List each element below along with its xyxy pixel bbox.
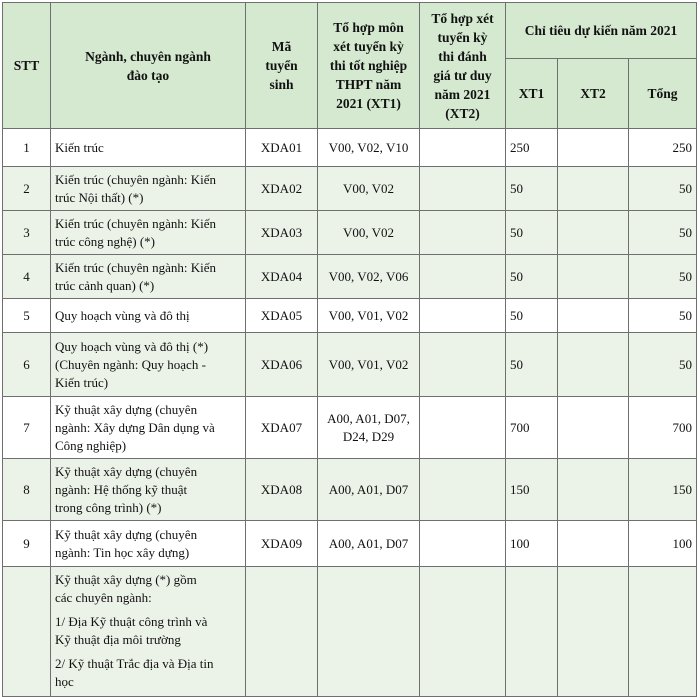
row-stt: 7 xyxy=(3,397,51,459)
row-total: 700 xyxy=(629,397,697,459)
header-stt: STT xyxy=(3,3,51,129)
row-code: XDA04 xyxy=(246,255,318,299)
row-combo2 xyxy=(420,211,506,255)
row-xt2 xyxy=(558,333,629,397)
row-total: 100 xyxy=(629,521,697,567)
row-combo2 xyxy=(420,567,506,697)
row-xt2 xyxy=(558,129,629,167)
header-quota: Chỉ tiêu dự kiến năm 2021 xyxy=(506,3,697,59)
row-xt2 xyxy=(558,521,629,567)
row-code: XDA06 xyxy=(246,333,318,397)
row-xt1: 50 xyxy=(506,211,558,255)
table-row xyxy=(3,521,697,567)
table-row xyxy=(3,255,697,299)
row-combo2 xyxy=(420,459,506,521)
header-xt2: XT2 xyxy=(558,59,629,129)
row-code: XDA01 xyxy=(246,129,318,167)
row-total xyxy=(629,567,697,697)
row-xt1 xyxy=(506,567,558,697)
header-combo-xt1: Tổ hợp môn xét tuyển kỳ thi tốt nghiệp THPT năm 2021 (XT1) xyxy=(318,3,420,129)
row-total: 50 xyxy=(629,167,697,211)
table-row-notes xyxy=(3,567,697,697)
row-xt1: 50 xyxy=(506,167,558,211)
row-stt: 8 xyxy=(3,459,51,521)
row-stt: 5 xyxy=(3,299,51,333)
table-row xyxy=(3,459,697,521)
row-stt: 3 xyxy=(3,211,51,255)
row-combo1: V00, V01, V02 xyxy=(318,333,420,397)
row-stt: 1 xyxy=(3,129,51,167)
row-combo1: V00, V02 xyxy=(318,211,420,255)
row-xt1: 50 xyxy=(506,299,558,333)
table-row xyxy=(3,211,697,255)
row-total: 50 xyxy=(629,299,697,333)
row-total: 250 xyxy=(629,129,697,167)
row-xt1: 100 xyxy=(506,521,558,567)
row-major: Kiến trúc xyxy=(51,129,246,167)
row-stt: 9 xyxy=(3,521,51,567)
row-total: 50 xyxy=(629,333,697,397)
row-combo1: A00, A01, D07 xyxy=(318,459,420,521)
row-combo2 xyxy=(420,397,506,459)
row-xt2 xyxy=(558,567,629,697)
row-code xyxy=(246,567,318,697)
row-combo1: V00, V01, V02 xyxy=(318,299,420,333)
admission-quota-table xyxy=(2,2,697,697)
row-combo1 xyxy=(318,567,420,697)
header-total: Tổng xyxy=(629,59,697,129)
row-combo2 xyxy=(420,129,506,167)
row-stt: 2 xyxy=(3,167,51,211)
row-xt2 xyxy=(558,255,629,299)
note-item-1: 1/ Địa Kỹ thuật công trình và Kỹ thuật địa môi trường xyxy=(55,614,208,647)
table-row xyxy=(3,397,697,459)
table-row xyxy=(3,167,697,211)
row-code: XDA03 xyxy=(246,211,318,255)
row-xt1: 50 xyxy=(506,255,558,299)
row-combo2 xyxy=(420,299,506,333)
row-major: Kỹ thuật xây dựng (chuyên ngành: Tin học xây dựng) xyxy=(51,521,246,567)
row-combo2 xyxy=(420,167,506,211)
row-combo1: V00, V02, V06 xyxy=(318,255,420,299)
row-combo2 xyxy=(420,333,506,397)
row-major: Quy hoạch vùng và đô thị (*) (Chuyên ngành: Quy hoạch - Kiến trúc) xyxy=(51,333,246,397)
header-code: Mã tuyển sinh xyxy=(246,3,318,129)
row-code: XDA07 xyxy=(246,397,318,459)
note-intro: Kỹ thuật xây dựng (*) gồm các chuyên ngành: xyxy=(55,572,197,605)
row-total: 50 xyxy=(629,211,697,255)
row-code: XDA02 xyxy=(246,167,318,211)
row-major: Kiến trúc (chuyên ngành: Kiến trúc công nghệ) (*) xyxy=(51,211,246,255)
row-code: XDA09 xyxy=(246,521,318,567)
row-xt1: 150 xyxy=(506,459,558,521)
row-combo2 xyxy=(420,521,506,567)
row-major: Kiến trúc (chuyên ngành: Kiến trúc cảnh quan) (*) xyxy=(51,255,246,299)
row-stt xyxy=(3,567,51,697)
row-xt1: 50 xyxy=(506,333,558,397)
row-major: Kỹ thuật xây dựng (chuyên ngành: Xây dựng Dân dụng và Công nghiệp) xyxy=(51,397,246,459)
row-total: 150 xyxy=(629,459,697,521)
row-total: 50 xyxy=(629,255,697,299)
row-combo1: A00, A01, D07, D24, D29 xyxy=(318,397,420,459)
note-item-2: 2/ Kỹ thuật Trắc địa và Địa tin học xyxy=(55,656,214,689)
header-major: Ngành, chuyên ngành đào tạo xyxy=(51,3,246,129)
header-combo-xt2: Tổ hợp xét tuyển kỳ thi đánh giá tư duy năm 2021 (XT2) xyxy=(420,3,506,129)
table-row xyxy=(3,129,697,167)
row-xt2 xyxy=(558,211,629,255)
table-body xyxy=(3,129,697,697)
row-combo2 xyxy=(420,255,506,299)
row-combo1: V00, V02 xyxy=(318,167,420,211)
row-xt1: 700 xyxy=(506,397,558,459)
notes-cell xyxy=(51,567,246,697)
row-xt1: 250 xyxy=(506,129,558,167)
row-combo1: A00, A01, D07 xyxy=(318,521,420,567)
row-xt2 xyxy=(558,459,629,521)
row-stt: 4 xyxy=(3,255,51,299)
table-header xyxy=(3,3,697,129)
header-xt1: XT1 xyxy=(506,59,558,129)
row-xt2 xyxy=(558,397,629,459)
row-stt: 6 xyxy=(3,333,51,397)
row-major: Kiến trúc (chuyên ngành: Kiến trúc Nội thất) (*) xyxy=(51,167,246,211)
row-xt2 xyxy=(558,299,629,333)
table-row xyxy=(3,333,697,397)
row-combo1: V00, V02, V10 xyxy=(318,129,420,167)
row-major: Quy hoạch vùng và đô thị xyxy=(51,299,246,333)
row-major: Kỹ thuật xây dựng (chuyên ngành: Hệ thống kỹ thuật trong công trình) (*) xyxy=(51,459,246,521)
row-code: XDA08 xyxy=(246,459,318,521)
table-row xyxy=(3,299,697,333)
row-code: XDA05 xyxy=(246,299,318,333)
row-xt2 xyxy=(558,167,629,211)
